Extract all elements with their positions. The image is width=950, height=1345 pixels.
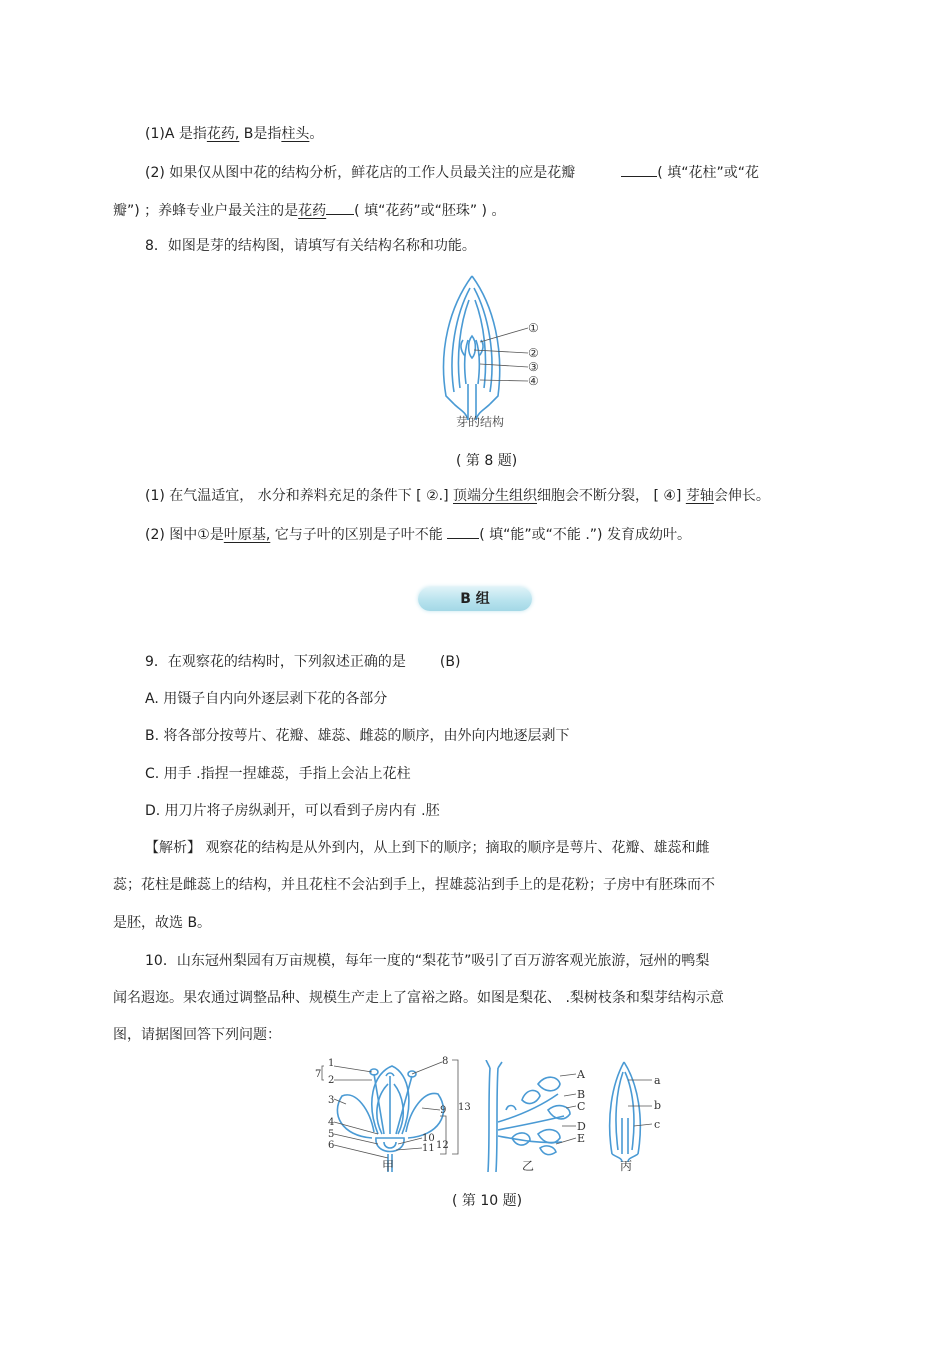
leaf [522,1090,540,1103]
answer-text: 花瓣 [547,165,576,181]
figure-name-bing: 丙 [620,1159,633,1173]
flower-label-13: 13 [458,1102,471,1113]
pear-branch-figure [478,1060,598,1176]
answer-text: (B) [439,654,461,670]
text: ( 填“花柱”或“花 [657,165,759,181]
text: ( 填“花药”或“胚珠” ) 。 [354,203,506,219]
branch-label-e: E [577,1132,586,1145]
blank-line [447,524,479,539]
answer-text: 柱头 [281,126,310,142]
flower-label-8: 8 [442,1056,449,1067]
q9-analysis-2: 蕊；花柱是雌蕊上的结构，并且花柱不会沾到手上，捏雄蕊沾到手上的是花粉；子房中有胚珠而不 [113,877,715,893]
section-b-badge: B 组 [418,587,532,611]
text: B是指 [239,126,282,142]
bud-label-3: ③ [528,360,539,374]
figure-name-yi: 乙 [522,1159,535,1173]
bud-label-2: ② [528,346,539,360]
answer-text: 花药, [206,126,240,142]
flower-label-2: 2 [328,1075,335,1086]
text: ( 填“能”或“不能 .”) 发育成幼叶。 [479,527,691,543]
q9-option-a: A. 用镊子自内向外逐层剥下花的各部分 [145,691,388,707]
branch-label-a: A [577,1068,585,1081]
branch-label-b: B [577,1088,586,1101]
q10-line-3: 图，请据图回答下列问题： [113,1027,281,1043]
branch [496,1068,498,1172]
figure-title: 芽的结构 [456,415,505,429]
q8-answer-1 [145,487,770,505]
bud-label-c: c [654,1118,661,1131]
flower-label-3: 3 [328,1095,335,1106]
text: 它与子叶的区别是子叶不能 [270,527,448,543]
flower-label-6: 6 [328,1140,335,1151]
growing-point [469,336,476,358]
q9-analysis-3: 是胚，故选 B。 [113,915,212,931]
bud-label-b: b [654,1099,662,1112]
bud [540,1146,556,1155]
flower-label-1: 1 [328,1058,335,1069]
petal [406,1093,443,1138]
q9-analysis-1: 【解析】 观察花的结构是从外到内，从上到下的顺序；摘取的顺序是萼片、花瓣、雄蕊和雌 [145,840,710,856]
bud-label-1: ① [528,321,539,335]
text: (1) 在气温适宜， 水分和养料充足的条件下 [ ②.] [145,488,454,504]
answer-text: 花药 [298,203,327,219]
answer-text: 顶端分生组织 [453,488,538,504]
flower-label-9: 9 [440,1105,447,1116]
figure-caption-10: ( 第 10 题) [452,1193,523,1209]
q7-answer-1 [145,125,323,143]
text: (2) 图中①是 [145,527,224,543]
q7-answer-3 [113,200,505,220]
q9-option-d: D. 用刀片将子房纵剥开，可以看到子房内有 .胚 [145,803,440,819]
q10-line-2: 闻名遐迩。果农通过调整品种、规模生产走上了富裕之路。如图是梨花、 .梨树枝条和梨芽结构示意 [113,990,724,1006]
flower-label-4: 4 [328,1117,335,1128]
q9-stem [145,653,460,671]
text: 瓣”) ；养蜂专业户最关注的是 [113,203,299,219]
text: 9．在观察花的结构时，下列叙述正确的是 [145,654,406,670]
flower-label-11: 11 [422,1143,435,1154]
stigma [386,1073,394,1076]
q8-stem: 8．如图是芽的结构图，请填写有关结构名称和功能。 [145,238,476,254]
leaf [538,1130,560,1143]
leaf [538,1077,560,1091]
text: (2) 如果仅从图中花的结构分析，鲜花店的工作人员最关注的应是 [145,165,548,181]
text: 。 [309,126,324,142]
q10-line-1: 10．山东冠州梨园有万亩规模，每年一度的“梨花节”吸引了百万游客观光旅游，冠州的鸭梨 [145,953,710,969]
q7-answer-2 [145,162,759,182]
flower-label-7: 7 [315,1069,322,1080]
figure-name-jia: 甲 [382,1159,395,1173]
pear-flower-figure [312,1054,480,1176]
bud-structure-figure [432,270,544,432]
branch-label-c: C [577,1100,586,1113]
answer-text: 叶原基, [223,527,271,543]
flower-label-10: 10 [422,1133,435,1144]
figure-caption-8: ( 第 8 题) [456,453,518,469]
pear-bud-figure [604,1058,672,1176]
flower-label-5: 5 [328,1129,335,1140]
branch-label-d: D [577,1120,586,1133]
q8-answer-2 [145,524,691,544]
bud-label-a: a [654,1074,661,1087]
answer-text: 芽轴 [685,488,714,504]
text: 细胞会不断分裂， [ ④] [537,488,686,504]
flower-label-12: 12 [436,1140,449,1151]
bud-label-4: ④ [528,374,539,388]
blank-line [621,162,657,177]
q9-option-c: C. 用手 .指捏一捏雄蕊，手指上会沾上花柱 [145,766,411,782]
q9-option-b: B. 将各部分按萼片、花瓣、雄蕊、雌蕊的顺序，由外向内地逐层剥下 [145,728,570,744]
text: 会伸长。 [713,488,770,504]
branch [488,1068,490,1172]
blank-line [326,200,354,215]
text: (1)A 是指 [145,126,207,142]
